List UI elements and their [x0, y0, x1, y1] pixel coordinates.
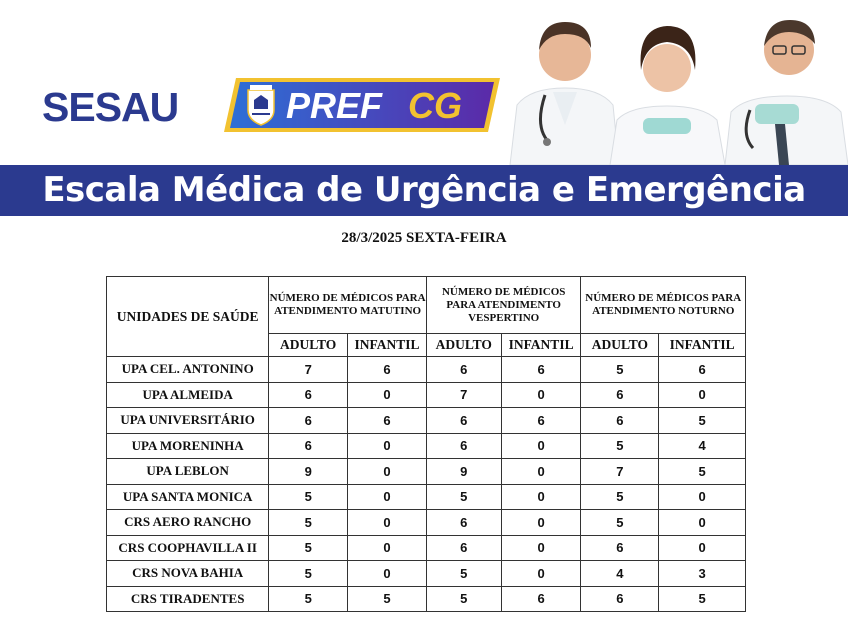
table-cell: 6: [269, 382, 348, 408]
table-cell: 6: [348, 408, 427, 434]
subheader-adult: ADULTO: [269, 334, 348, 357]
logo-cg-text: CG: [408, 85, 462, 126]
table-cell: 0: [348, 535, 427, 561]
table-cell: 5: [269, 484, 348, 510]
table-row: [107, 510, 746, 536]
schedule-date: 28/3/2025 SEXTA-FEIRA: [341, 230, 507, 246]
group-header-afternoon: NÚMERO DE MÉDICOS PARA ATENDIMENTO VESPERTINO: [426, 277, 581, 334]
table-cell: 6: [501, 408, 581, 434]
table-cell: 5: [426, 561, 501, 587]
sesau-logo-text: SESAU: [42, 84, 179, 130]
table-cell: 5: [426, 484, 501, 510]
table-cell: 5: [581, 433, 659, 459]
logo-pref-text: PREF: [286, 85, 383, 126]
table-cell: 5: [269, 535, 348, 561]
table-cell: 0: [659, 484, 746, 510]
table-cell: 0: [501, 382, 581, 408]
table-cell: 5: [659, 408, 746, 434]
table-cell: 6: [348, 357, 427, 383]
table-cell: 0: [348, 484, 427, 510]
table-cell: 0: [659, 535, 746, 561]
table-cell: 6: [426, 357, 501, 383]
group-header-morning: NÚMERO DE MÉDICOS PARA ATENDIMENTO MATUTINO: [269, 277, 427, 334]
table-cell: 4: [659, 433, 746, 459]
subheader-child: INFANTIL: [659, 334, 746, 357]
table-row: [107, 408, 746, 434]
table-cell: 6: [426, 535, 501, 561]
table-cell: 0: [348, 510, 427, 536]
table-cell: 6: [581, 586, 659, 612]
table-cell: 0: [501, 433, 581, 459]
table-cell: 6: [659, 357, 746, 383]
subheader-child: INFANTIL: [501, 334, 581, 357]
table-cell: 4: [581, 561, 659, 587]
unit-name: CRS NOVA BAHIA: [107, 561, 269, 587]
table-cell: 6: [426, 510, 501, 536]
table-cell: 6: [269, 408, 348, 434]
unit-name: UPA SANTA MONICA: [107, 484, 269, 510]
table-cell: 0: [348, 433, 427, 459]
table-cell: 5: [581, 510, 659, 536]
subheader-adult: ADULTO: [581, 334, 659, 357]
table-cell: 6: [426, 433, 501, 459]
table-cell: 0: [348, 459, 427, 485]
unit-name: UPA LEBLON: [107, 459, 269, 485]
table-row: [107, 382, 746, 408]
table-header-row: [107, 277, 746, 334]
unit-name: UPA ALMEIDA: [107, 382, 269, 408]
table-cell: 5: [269, 510, 348, 536]
table-cell: 9: [269, 459, 348, 485]
table-cell: 5: [269, 586, 348, 612]
table-cell: 0: [659, 382, 746, 408]
doctors-photo: [505, 0, 848, 165]
unit-name: CRS TIRADENTES: [107, 586, 269, 612]
unit-name: UPA MORENINHA: [107, 433, 269, 459]
group-header-night: NÚMERO DE MÉDICOS PARA ATENDIMENTO NOTURNO: [581, 277, 746, 334]
table-cell: 0: [501, 561, 581, 587]
table-cell: 5: [581, 357, 659, 383]
units-header: UNIDADES DE SAÚDE: [107, 277, 269, 357]
table-cell: 5: [581, 484, 659, 510]
table-row: [107, 535, 746, 561]
table-cell: 6: [426, 408, 501, 434]
table-row: [107, 561, 746, 587]
table-cell: 6: [269, 433, 348, 459]
table-cell: 6: [581, 535, 659, 561]
table-cell: 6: [501, 357, 581, 383]
city-crest-icon: [248, 85, 274, 125]
prefcg-logo: [222, 76, 502, 134]
table-cell: 6: [581, 382, 659, 408]
table-row: [107, 484, 746, 510]
table-row: [107, 459, 746, 485]
table-cell: 0: [501, 510, 581, 536]
schedule-table: [106, 276, 746, 612]
unit-name: CRS AERO RANCHO: [107, 510, 269, 536]
table-cell: 7: [426, 382, 501, 408]
table-cell: 0: [659, 510, 746, 536]
table-cell: 5: [659, 459, 746, 485]
table-cell: 7: [581, 459, 659, 485]
table-cell: 0: [501, 484, 581, 510]
unit-name: UPA UNIVERSITÁRIO: [107, 408, 269, 434]
table-cell: 5: [348, 586, 427, 612]
unit-name: UPA CEL. ANTONINO: [107, 357, 269, 383]
table-cell: 0: [348, 561, 427, 587]
table-cell: 5: [426, 586, 501, 612]
table-cell: 9: [426, 459, 501, 485]
subheader-adult: ADULTO: [426, 334, 501, 357]
table-row: [107, 586, 746, 612]
subheader-child: INFANTIL: [348, 334, 427, 357]
table-row: [107, 357, 746, 383]
table-cell: 7: [269, 357, 348, 383]
table-cell: 5: [659, 586, 746, 612]
table-cell: 0: [501, 459, 581, 485]
table-cell: 6: [581, 408, 659, 434]
table-cell: 6: [501, 586, 581, 612]
table-cell: 0: [348, 382, 427, 408]
table-row: [107, 433, 746, 459]
table-cell: 3: [659, 561, 746, 587]
banner-title: Escala Médica de Urgência e Emergência: [42, 170, 806, 210]
table-cell: 5: [269, 561, 348, 587]
table-cell: 0: [501, 535, 581, 561]
unit-name: CRS COOPHAVILLA II: [107, 535, 269, 561]
